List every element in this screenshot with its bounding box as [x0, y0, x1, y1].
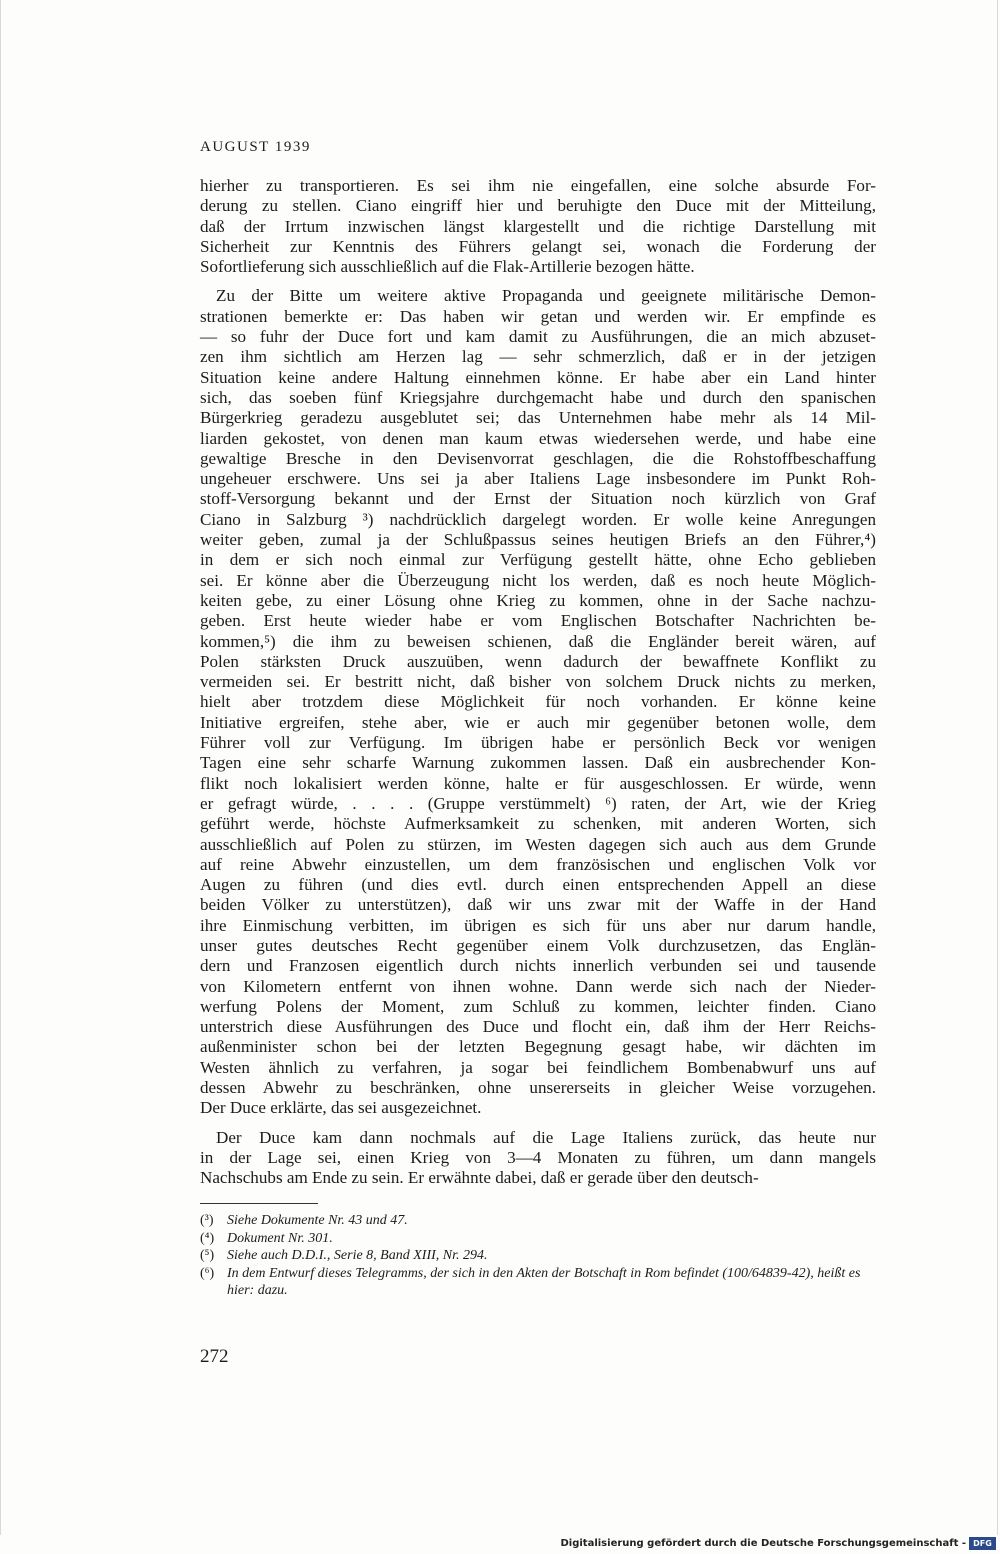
footnote [200, 1265, 880, 1300]
funding-credit[interactable]: Digitalisierung gefördert durch die Deutsche Forschungsgemeinschaft - [560, 1538, 966, 1549]
text-line: Nachschubs am Ende zu sein. Er erwähnte dabei, daß er gerade über den deutsch- [200, 1168, 759, 1188]
text-line: strationen bemerkte er: Das haben wir getan und werden wir. Er empfinde es [200, 306, 876, 326]
text-line: Initiative ergreifen, stehe aber, wie er auch mir gegenüber betonen wolle, dem [200, 712, 876, 732]
text-line: derung zu stellen. Ciano eingriff hier und beruhigte den Duce mit der Mitteilung, [200, 196, 876, 216]
footnote-marker: (⁴) [200, 1230, 215, 1246]
footnote-marker: (³) [200, 1213, 214, 1228]
footnote-text: In dem Entwurf dieses Telegramms, der sich in den Akten der Botschaft in Rom befindet (100/64839-42), heißt es hier: dazu. [227, 1265, 861, 1298]
footnote [200, 1212, 880, 1230]
text-line: weiter geben, zumal ja der Schlußpassus seines heutigen Briefs an den Führer,⁴) [200, 530, 876, 550]
text-line: ihre Einmischung verbitten, im übrigen es sich für uns aber nur darum handle, [200, 915, 876, 935]
text-line: stoff-Versorgung bekannt und der Ernst der Situation noch kürzlich von Graf [200, 489, 876, 509]
text-line: sei. Er könne aber die Überzeugung nicht los werden, daß es noch heute Möglich- [200, 570, 876, 590]
page-number: 272 [200, 1346, 229, 1367]
body-text [200, 176, 876, 1189]
paragraph-gap [200, 277, 876, 286]
text-line: beiden Völker zu unterstützen), daß wir uns zwar mit der Waffe in der Hand [200, 895, 876, 915]
text-line: geführt werde, höchste Aufmerksamkeit zu schenken, mit anderen Worten, sich [200, 814, 876, 834]
text-line: zen ihm sichtlich am Herzen lag — sehr schmerzlich, daß er in der jetzigen [200, 347, 876, 367]
text-line: daß der Irrtum inzwischen längst klargestellt und die richtige Darstellung mit [200, 216, 876, 236]
text-line: hielt aber trotzdem diese Möglichkeit für noch vorhanden. Er könne keine [200, 692, 876, 712]
text-line: Sicherheit zur Kenntnis des Führers gelangt sei, wonach die Forderung der [200, 236, 876, 256]
text-line: Westen ähnlich zu verfahren, ja sogar bei feindlichem Bombenabwurf uns auf [200, 1057, 876, 1077]
text-line: dern und Franzosen eigentlich durch nichts innerlich verbunden sei und tausende [200, 956, 876, 976]
text-line: Führer voll zur Verfügung. Im übrigen habe er persönlich Beck vor wenigen [200, 733, 876, 753]
text-line: sich, das soeben fünf Kriegsjahre durchgemacht habe und durch den spanischen [200, 387, 876, 407]
footnote-text: Siehe Dokumente Nr. 43 und 47. [227, 1213, 408, 1228]
footnote [200, 1247, 880, 1265]
footnote-text: Siehe auch D.D.I., Serie 8, Band XIII, Nr. 294. [227, 1248, 488, 1263]
text-line: unterstrich diese Ausführungen des Duce und flocht ein, daß ihm der Herr Reichs- [200, 1017, 876, 1037]
text-line: Ciano in Salzburg ³) nachdrücklich dargelegt worden. Er wolle keine Anregungen [200, 509, 876, 529]
text-line: unser gutes deutsches Recht gegenüber einem Volk durchzusetzen, das Englän- [200, 935, 876, 955]
text-line: flikt noch lokalisiert werden könne, halte er für ausgeschlossen. Er würde, wenn [200, 773, 876, 793]
text-line: Situation keine andere Haltung einnehmen könne. Er habe aber ein Land hinter [200, 367, 876, 387]
text-line: Bürgerkrieg geradezu ausgeblutet sei; das Unternehmen habe mehr als 14 Mil- [200, 408, 876, 428]
text-line: Zu der Bitte um weitere aktive Propaganda und geeignete militärische Demon- [216, 286, 876, 306]
text-line: — so fuhr der Duce fort und kam damit zu Ausführungen, die an mich abzuset- [200, 327, 876, 347]
text-line: er gefragt würde, . . . . (Gruppe verstümmelt) ⁶) raten, der Art, wie der Krieg [200, 793, 876, 813]
running-head: AUGUST 1939 [200, 139, 311, 155]
text-line: geben. Erst heute wieder habe er vom Englischen Botschafter Nachrichten be- [200, 611, 876, 631]
text-line: Augen zu führen (und dies evtl. durch einen entsprechenden Appell an diese [200, 875, 876, 895]
text-line: Der Duce kam dann nochmals auf die Lage Italiens zurück, das heute nur [216, 1127, 876, 1147]
text-line: ungeheuer erschwere. Uns sei ja aber Italiens Lage insbesondere im Punkt Roh- [200, 469, 876, 489]
text-line: dessen Abwehr zu beschränken, ohne unsererseits in gleicher Weise vorzugehen. [200, 1078, 876, 1098]
paragraph [200, 1128, 876, 1189]
paragraph [200, 286, 876, 1118]
footnote-rule [200, 1203, 318, 1204]
footnote [200, 1230, 880, 1248]
text-line: Der Duce erklärte, das sei ausgezeichnet. [200, 1098, 482, 1118]
footnotes [200, 1212, 880, 1300]
text-line: von Kilometern entfernt von ihnen wohne. Dann werde sich nach der Nieder- [200, 976, 876, 996]
footnote-text: Dokument Nr. 301. [227, 1230, 333, 1246]
text-line: gewaltige Bresche in den Devisenvorrat geschlagen, die die Rohstoffbeschaffung [200, 448, 876, 468]
paragraph [200, 176, 876, 277]
text-line: in dem er sich noch einmal zur Verfügung gestellt hätte, ohne Echo geblieben [200, 550, 876, 570]
text-line: Polen stärksten Druck auszuüben, wenn dadurch der bewaffnete Konflikt zu [200, 651, 876, 671]
dfg-logo: DFG [969, 1537, 996, 1550]
text-line: Sofortlieferung sich ausschließlich auf die Flak-Artillerie bezogen hätte. [200, 257, 695, 277]
footnote-marker: (⁶) [200, 1265, 215, 1281]
text-line: außenminister schon bei der letzten Begegnung gesagt habe, wir dächten im [200, 1037, 876, 1057]
text-line: liarden gekostet, von denen man kaum etwas wiedersehen werde, und habe eine [200, 428, 876, 448]
text-line: in der Lage sei, einen Krieg von 3—4 Monaten zu führen, um dann mangels [200, 1147, 876, 1167]
text-line: Tagen eine sehr scharfe Warnung zukommen lassen. Daß ein ausbrechender Kon- [200, 753, 876, 773]
text-line: werfung Polens der Moment, zum Schluß zu kommen, leichter finden. Ciano [200, 996, 876, 1016]
text-line: auf reine Abwehr einzustellen, um dem französischen und englischen Volk vor [200, 854, 876, 874]
text-line: keiten gebe, zu einer Lösung ohne Krieg zu kommen, ohne in der Sache nachzu- [200, 590, 876, 610]
paragraph-gap [200, 1119, 876, 1128]
footnote-marker: (⁵) [200, 1248, 215, 1263]
text-line: vermeiden sei. Er bestritt nicht, daß bisher von solchem Druck nichts zu merken, [200, 672, 876, 692]
text-line: ausschließlich auf Polen zu stürzen, im Westen dagegen sich auch aus dem Grunde [200, 834, 876, 854]
text-line: hierher zu transportieren. Es sei ihm nie eingefallen, eine solche absurde For- [200, 176, 876, 195]
text-line: kommen,⁵) die ihm zu beweisen schienen, daß die Engländer bereit wären, auf [200, 631, 876, 651]
